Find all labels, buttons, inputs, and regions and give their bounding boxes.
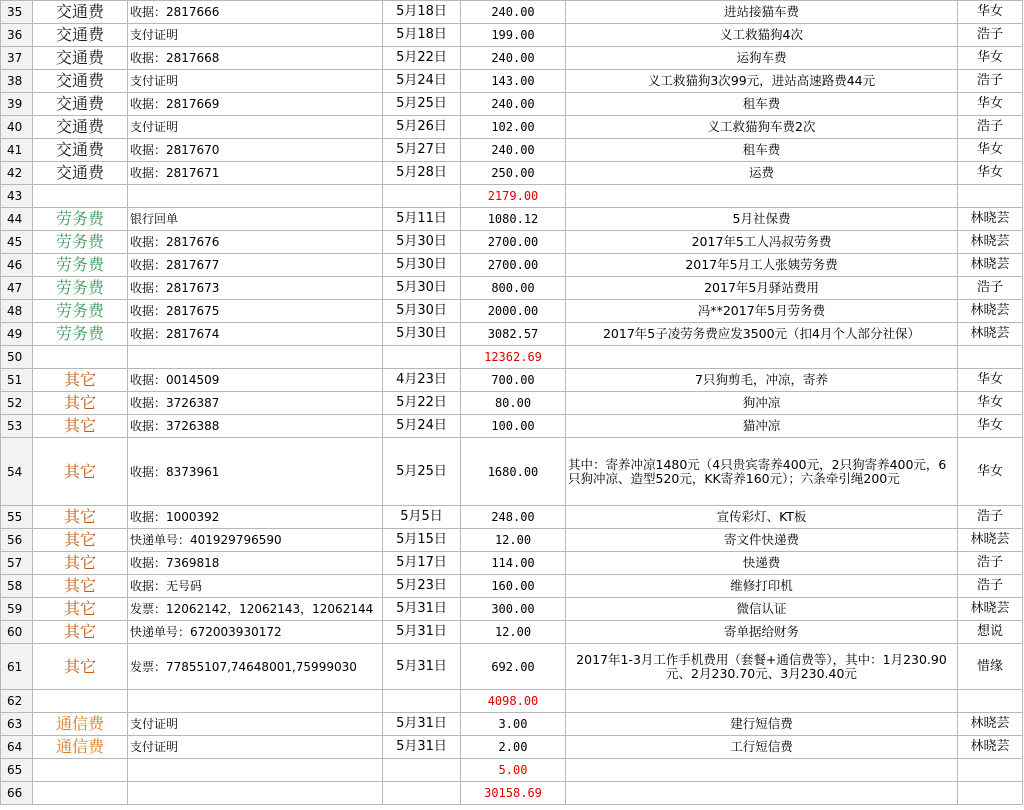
description-cell[interactable] bbox=[566, 690, 958, 713]
description-cell[interactable]: 寄单据给财务 bbox=[566, 621, 958, 644]
category-cell[interactable]: 其它 bbox=[33, 552, 128, 575]
source-cell[interactable]: 支付证明 bbox=[128, 24, 383, 47]
date-cell[interactable] bbox=[383, 782, 461, 805]
row-number[interactable]: 51 bbox=[1, 369, 33, 392]
category-cell[interactable] bbox=[33, 782, 128, 805]
person-cell[interactable]: 华女 bbox=[958, 1, 1023, 24]
row-number[interactable]: 39 bbox=[1, 93, 33, 116]
source-cell[interactable]: 收据：3726387 bbox=[128, 392, 383, 415]
person-cell[interactable]: 林晓芸 bbox=[958, 231, 1023, 254]
table-row bbox=[1, 162, 1023, 185]
date-cell[interactable] bbox=[383, 185, 461, 208]
amount-cell[interactable]: 199.00 bbox=[461, 24, 566, 47]
description-cell[interactable]: 租车费 bbox=[566, 93, 958, 116]
row-number[interactable]: 56 bbox=[1, 529, 33, 552]
table-row bbox=[1, 254, 1023, 277]
table-row bbox=[1, 208, 1023, 231]
person-cell[interactable]: 浩子 bbox=[958, 506, 1023, 529]
table-row bbox=[1, 415, 1023, 438]
amount-cell[interactable]: 12.00 bbox=[461, 529, 566, 552]
person-cell[interactable] bbox=[958, 690, 1023, 713]
amount-cell[interactable]: 240.00 bbox=[461, 47, 566, 70]
date-cell[interactable]: 5月31日 bbox=[383, 598, 461, 621]
description-cell[interactable]: 工行短信费 bbox=[566, 736, 958, 759]
category-cell[interactable]: 交通费 bbox=[33, 24, 128, 47]
date-cell[interactable]: 5月15日 bbox=[383, 529, 461, 552]
person-cell[interactable]: 浩子 bbox=[958, 552, 1023, 575]
category-cell[interactable]: 其它 bbox=[33, 575, 128, 598]
category-cell[interactable] bbox=[33, 690, 128, 713]
amount-cell[interactable]: 160.00 bbox=[461, 575, 566, 598]
description-cell[interactable]: 2017年1-3月工作手机费用（套餐+通信费等），其中：1月230.90元、2月230.70元、3月230.40元 bbox=[566, 644, 958, 690]
description-cell[interactable]: 2017年5月工人张姨劳务费 bbox=[566, 254, 958, 277]
source-cell[interactable] bbox=[128, 346, 383, 369]
source-cell[interactable]: 支付证明 bbox=[128, 736, 383, 759]
person-cell[interactable]: 林晓芸 bbox=[958, 736, 1023, 759]
category-cell[interactable]: 其它 bbox=[33, 644, 128, 690]
category-cell[interactable]: 其它 bbox=[33, 415, 128, 438]
amount-cell[interactable]: 2179.00 bbox=[461, 185, 566, 208]
amount-cell[interactable]: 2700.00 bbox=[461, 254, 566, 277]
table-row bbox=[1, 759, 1023, 782]
source-cell[interactable] bbox=[128, 782, 383, 805]
source-cell[interactable]: 收据：7369818 bbox=[128, 552, 383, 575]
description-cell[interactable]: 建行短信费 bbox=[566, 713, 958, 736]
category-cell[interactable]: 劳务费 bbox=[33, 277, 128, 300]
table-row bbox=[1, 369, 1023, 392]
source-cell[interactable]: 收据：0014509 bbox=[128, 369, 383, 392]
amount-cell[interactable]: 114.00 bbox=[461, 552, 566, 575]
date-cell[interactable]: 5月30日 bbox=[383, 277, 461, 300]
category-cell[interactable] bbox=[33, 346, 128, 369]
amount-cell[interactable]: 800.00 bbox=[461, 277, 566, 300]
source-cell[interactable]: 发票：77855107,74648001,75999030 bbox=[128, 644, 383, 690]
person-cell[interactable]: 浩子 bbox=[958, 575, 1023, 598]
amount-cell[interactable]: 102.00 bbox=[461, 116, 566, 139]
description-cell[interactable]: 2017年5工人冯叔劳务费 bbox=[566, 231, 958, 254]
table-row bbox=[1, 1, 1023, 24]
date-cell[interactable]: 5月30日 bbox=[383, 254, 461, 277]
row-number[interactable]: 37 bbox=[1, 47, 33, 70]
description-cell[interactable] bbox=[566, 185, 958, 208]
row-number[interactable]: 64 bbox=[1, 736, 33, 759]
table-row bbox=[1, 139, 1023, 162]
amount-cell[interactable]: 692.00 bbox=[461, 644, 566, 690]
amount-cell[interactable]: 240.00 bbox=[461, 1, 566, 24]
row-number[interactable]: 36 bbox=[1, 24, 33, 47]
source-cell[interactable]: 支付证明 bbox=[128, 116, 383, 139]
source-cell[interactable]: 收据：3726388 bbox=[128, 415, 383, 438]
person-cell[interactable]: 华女 bbox=[958, 93, 1023, 116]
source-cell[interactable]: 支付证明 bbox=[128, 70, 383, 93]
date-cell[interactable]: 5月22日 bbox=[383, 392, 461, 415]
category-cell[interactable] bbox=[33, 759, 128, 782]
category-cell[interactable]: 交通费 bbox=[33, 116, 128, 139]
person-cell[interactable]: 林晓芸 bbox=[958, 713, 1023, 736]
source-cell[interactable]: 收据：1000392 bbox=[128, 506, 383, 529]
row-number[interactable]: 44 bbox=[1, 208, 33, 231]
person-cell[interactable]: 华女 bbox=[958, 47, 1023, 70]
date-cell[interactable]: 5月23日 bbox=[383, 575, 461, 598]
description-cell[interactable]: 狗冲凉 bbox=[566, 392, 958, 415]
date-cell[interactable] bbox=[383, 346, 461, 369]
description-cell[interactable]: 2017年5子凌劳务费应发3500元（扣4月个人部分社保） bbox=[566, 323, 958, 346]
category-cell[interactable]: 其它 bbox=[33, 438, 128, 506]
table-row bbox=[1, 529, 1023, 552]
description-cell[interactable]: 5月社保费 bbox=[566, 208, 958, 231]
date-cell[interactable]: 5月31日 bbox=[383, 644, 461, 690]
table-row bbox=[1, 47, 1023, 70]
date-cell[interactable]: 5月11日 bbox=[383, 208, 461, 231]
table-row bbox=[1, 736, 1023, 759]
row-number[interactable]: 52 bbox=[1, 392, 33, 415]
category-cell[interactable]: 通信费 bbox=[33, 736, 128, 759]
amount-cell[interactable]: 12.00 bbox=[461, 621, 566, 644]
source-cell[interactable]: 收据：8373961 bbox=[128, 438, 383, 506]
person-cell[interactable]: 华女 bbox=[958, 438, 1023, 506]
amount-cell[interactable]: 248.00 bbox=[461, 506, 566, 529]
amount-cell[interactable]: 143.00 bbox=[461, 70, 566, 93]
date-cell[interactable]: 5月18日 bbox=[383, 24, 461, 47]
table-row bbox=[1, 690, 1023, 713]
description-cell[interactable]: 猫冲凉 bbox=[566, 415, 958, 438]
category-cell[interactable]: 劳务费 bbox=[33, 208, 128, 231]
person-cell[interactable] bbox=[958, 346, 1023, 369]
date-cell[interactable]: 5月30日 bbox=[383, 231, 461, 254]
table-row bbox=[1, 116, 1023, 139]
date-cell[interactable]: 5月31日 bbox=[383, 736, 461, 759]
sheet-body bbox=[1, 1, 1023, 805]
table-row bbox=[1, 575, 1023, 598]
person-cell[interactable]: 浩子 bbox=[958, 116, 1023, 139]
person-cell[interactable]: 林晓芸 bbox=[958, 529, 1023, 552]
source-cell[interactable]: 发票：12062142，12062143，12062144 bbox=[128, 598, 383, 621]
row-number[interactable]: 40 bbox=[1, 116, 33, 139]
person-cell[interactable]: 华女 bbox=[958, 369, 1023, 392]
person-cell[interactable]: 林晓芸 bbox=[958, 323, 1023, 346]
person-cell[interactable] bbox=[958, 759, 1023, 782]
row-number[interactable]: 35 bbox=[1, 1, 33, 24]
amount-cell[interactable]: 250.00 bbox=[461, 162, 566, 185]
source-cell[interactable]: 收据：2817673 bbox=[128, 277, 383, 300]
date-cell[interactable]: 5月22日 bbox=[383, 47, 461, 70]
table-row bbox=[1, 323, 1023, 346]
category-cell[interactable]: 其它 bbox=[33, 392, 128, 415]
amount-cell[interactable]: 2000.00 bbox=[461, 300, 566, 323]
date-cell[interactable]: 5月25日 bbox=[383, 438, 461, 506]
row-number[interactable]: 41 bbox=[1, 139, 33, 162]
date-cell[interactable]: 4月23日 bbox=[383, 369, 461, 392]
row-number[interactable]: 59 bbox=[1, 598, 33, 621]
description-cell[interactable]: 维修打印机 bbox=[566, 575, 958, 598]
description-cell[interactable]: 义工救猫狗4次 bbox=[566, 24, 958, 47]
source-cell[interactable] bbox=[128, 185, 383, 208]
source-cell[interactable] bbox=[128, 690, 383, 713]
source-cell[interactable]: 收据：2817669 bbox=[128, 93, 383, 116]
table-row bbox=[1, 185, 1023, 208]
description-cell[interactable]: 微信认证 bbox=[566, 598, 958, 621]
table-row bbox=[1, 506, 1023, 529]
table-row bbox=[1, 644, 1023, 690]
person-cell[interactable]: 浩子 bbox=[958, 70, 1023, 93]
date-cell[interactable]: 5月17日 bbox=[383, 552, 461, 575]
date-cell[interactable] bbox=[383, 759, 461, 782]
category-cell[interactable]: 交通费 bbox=[33, 47, 128, 70]
amount-cell[interactable]: 240.00 bbox=[461, 139, 566, 162]
date-cell[interactable]: 5月24日 bbox=[383, 415, 461, 438]
date-cell[interactable]: 5月25日 bbox=[383, 93, 461, 116]
source-cell[interactable]: 收据：2817675 bbox=[128, 300, 383, 323]
row-number[interactable]: 53 bbox=[1, 415, 33, 438]
description-cell[interactable]: 租车费 bbox=[566, 139, 958, 162]
table-row bbox=[1, 277, 1023, 300]
amount-cell[interactable]: 700.00 bbox=[461, 369, 566, 392]
category-cell[interactable]: 劳务费 bbox=[33, 254, 128, 277]
description-cell[interactable]: 义工救猫狗车费2次 bbox=[566, 116, 958, 139]
person-cell[interactable]: 林晓芸 bbox=[958, 300, 1023, 323]
description-cell[interactable]: 快递费 bbox=[566, 552, 958, 575]
amount-cell[interactable]: 300.00 bbox=[461, 598, 566, 621]
category-cell[interactable]: 其它 bbox=[33, 621, 128, 644]
description-cell[interactable] bbox=[566, 346, 958, 369]
person-cell[interactable] bbox=[958, 782, 1023, 805]
category-cell[interactable]: 其它 bbox=[33, 598, 128, 621]
amount-cell[interactable]: 80.00 bbox=[461, 392, 566, 415]
row-number[interactable]: 55 bbox=[1, 506, 33, 529]
row-number[interactable]: 60 bbox=[1, 621, 33, 644]
row-number[interactable]: 58 bbox=[1, 575, 33, 598]
date-cell[interactable]: 5月27日 bbox=[383, 139, 461, 162]
category-cell[interactable]: 其它 bbox=[33, 369, 128, 392]
source-cell[interactable]: 快递单号：672003930172 bbox=[128, 621, 383, 644]
table-row bbox=[1, 346, 1023, 369]
category-cell[interactable]: 劳务费 bbox=[33, 300, 128, 323]
date-cell[interactable]: 5月28日 bbox=[383, 162, 461, 185]
row-number[interactable]: 65 bbox=[1, 759, 33, 782]
description-cell[interactable]: 其中：寄养冲凉1480元（4只贵宾寄养400元，2只狗寄养400元，6只狗冲凉、造型520元，KK寄养160元）；六条牵引绳200元 bbox=[566, 438, 958, 506]
table-row bbox=[1, 713, 1023, 736]
source-cell[interactable] bbox=[128, 759, 383, 782]
person-cell[interactable]: 惜缘 bbox=[958, 644, 1023, 690]
category-cell[interactable]: 交通费 bbox=[33, 139, 128, 162]
source-cell[interactable]: 收据：无号码 bbox=[128, 575, 383, 598]
date-cell[interactable]: 5月31日 bbox=[383, 621, 461, 644]
person-cell[interactable]: 林晓芸 bbox=[958, 208, 1023, 231]
row-number[interactable]: 42 bbox=[1, 162, 33, 185]
category-cell[interactable]: 其它 bbox=[33, 529, 128, 552]
amount-cell[interactable]: 240.00 bbox=[461, 93, 566, 116]
source-cell[interactable]: 收据：2817677 bbox=[128, 254, 383, 277]
category-cell[interactable]: 劳务费 bbox=[33, 231, 128, 254]
row-number[interactable]: 63 bbox=[1, 713, 33, 736]
category-cell[interactable]: 通信费 bbox=[33, 713, 128, 736]
row-number[interactable]: 47 bbox=[1, 277, 33, 300]
source-cell[interactable]: 收据：2817666 bbox=[128, 1, 383, 24]
description-cell[interactable]: 寄文件快递费 bbox=[566, 529, 958, 552]
person-cell[interactable]: 林晓芸 bbox=[958, 598, 1023, 621]
date-cell[interactable]: 5月5日 bbox=[383, 506, 461, 529]
date-cell[interactable]: 5月30日 bbox=[383, 300, 461, 323]
row-number[interactable]: 50 bbox=[1, 346, 33, 369]
date-cell[interactable]: 5月18日 bbox=[383, 1, 461, 24]
description-cell[interactable]: 2017年5月驿站费用 bbox=[566, 277, 958, 300]
description-cell[interactable]: 运费 bbox=[566, 162, 958, 185]
row-number[interactable]: 66 bbox=[1, 782, 33, 805]
person-cell[interactable]: 华女 bbox=[958, 162, 1023, 185]
table-row bbox=[1, 93, 1023, 116]
person-cell[interactable] bbox=[958, 185, 1023, 208]
description-cell[interactable]: 冯**2017年5月劳务费 bbox=[566, 300, 958, 323]
category-cell[interactable]: 交通费 bbox=[33, 70, 128, 93]
source-cell[interactable]: 收据：2817674 bbox=[128, 323, 383, 346]
date-cell[interactable] bbox=[383, 690, 461, 713]
category-cell[interactable]: 交通费 bbox=[33, 162, 128, 185]
source-cell[interactable]: 收据：2817671 bbox=[128, 162, 383, 185]
table-row bbox=[1, 621, 1023, 644]
table-row bbox=[1, 438, 1023, 506]
row-number[interactable]: 46 bbox=[1, 254, 33, 277]
category-cell[interactable]: 劳务费 bbox=[33, 323, 128, 346]
description-cell[interactable]: 义工救猫狗3次99元，进站高速路费44元 bbox=[566, 70, 958, 93]
table-row bbox=[1, 552, 1023, 575]
description-cell[interactable]: 7只狗剪毛，冲凉，寄养 bbox=[566, 369, 958, 392]
person-cell[interactable]: 浩子 bbox=[958, 24, 1023, 47]
row-number[interactable]: 62 bbox=[1, 690, 33, 713]
amount-cell[interactable]: 4098.00 bbox=[461, 690, 566, 713]
person-cell[interactable]: 华女 bbox=[958, 139, 1023, 162]
category-cell[interactable]: 其它 bbox=[33, 506, 128, 529]
person-cell[interactable]: 华女 bbox=[958, 415, 1023, 438]
amount-cell[interactable]: 1080.12 bbox=[461, 208, 566, 231]
source-cell[interactable]: 收据：2817668 bbox=[128, 47, 383, 70]
row-number[interactable]: 45 bbox=[1, 231, 33, 254]
source-cell[interactable]: 快递单号：401929796590 bbox=[128, 529, 383, 552]
table-row bbox=[1, 598, 1023, 621]
description-cell[interactable]: 宣传彩灯、KT板 bbox=[566, 506, 958, 529]
row-number[interactable]: 57 bbox=[1, 552, 33, 575]
amount-cell[interactable]: 3.00 bbox=[461, 713, 566, 736]
person-cell[interactable]: 林晓芸 bbox=[958, 254, 1023, 277]
amount-cell[interactable]: 3082.57 bbox=[461, 323, 566, 346]
amount-cell[interactable]: 2.00 bbox=[461, 736, 566, 759]
row-number[interactable]: 61 bbox=[1, 644, 33, 690]
row-number[interactable]: 54 bbox=[1, 438, 33, 506]
date-cell[interactable]: 5月30日 bbox=[383, 323, 461, 346]
row-number[interactable]: 43 bbox=[1, 185, 33, 208]
table-row bbox=[1, 300, 1023, 323]
table-row bbox=[1, 24, 1023, 47]
amount-cell[interactable]: 100.00 bbox=[461, 415, 566, 438]
category-cell[interactable] bbox=[33, 185, 128, 208]
table-row bbox=[1, 231, 1023, 254]
amount-cell[interactable]: 1680.00 bbox=[461, 438, 566, 506]
date-cell[interactable]: 5月26日 bbox=[383, 116, 461, 139]
source-cell[interactable]: 收据：2817670 bbox=[128, 139, 383, 162]
description-cell[interactable]: 运狗车费 bbox=[566, 47, 958, 70]
table-row bbox=[1, 70, 1023, 93]
description-cell[interactable]: 进站接猫车费 bbox=[566, 1, 958, 24]
row-number[interactable]: 48 bbox=[1, 300, 33, 323]
description-cell[interactable] bbox=[566, 759, 958, 782]
amount-cell[interactable]: 5.00 bbox=[461, 759, 566, 782]
date-cell[interactable]: 5月24日 bbox=[383, 70, 461, 93]
source-cell[interactable]: 银行回单 bbox=[128, 208, 383, 231]
description-cell[interactable] bbox=[566, 782, 958, 805]
row-number[interactable]: 38 bbox=[1, 70, 33, 93]
amount-cell[interactable]: 30158.69 bbox=[461, 782, 566, 805]
category-cell[interactable]: 交通费 bbox=[33, 93, 128, 116]
table-row bbox=[1, 392, 1023, 415]
person-cell[interactable]: 浩子 bbox=[958, 277, 1023, 300]
date-cell[interactable]: 5月31日 bbox=[383, 713, 461, 736]
row-number[interactable]: 49 bbox=[1, 323, 33, 346]
category-cell[interactable]: 交通费 bbox=[33, 1, 128, 24]
person-cell[interactable]: 想说 bbox=[958, 621, 1023, 644]
source-cell[interactable]: 收据：2817676 bbox=[128, 231, 383, 254]
source-cell[interactable]: 支付证明 bbox=[128, 713, 383, 736]
amount-cell[interactable]: 2700.00 bbox=[461, 231, 566, 254]
amount-cell[interactable]: 12362.69 bbox=[461, 346, 566, 369]
table-row bbox=[1, 782, 1023, 805]
person-cell[interactable]: 华女 bbox=[958, 392, 1023, 415]
